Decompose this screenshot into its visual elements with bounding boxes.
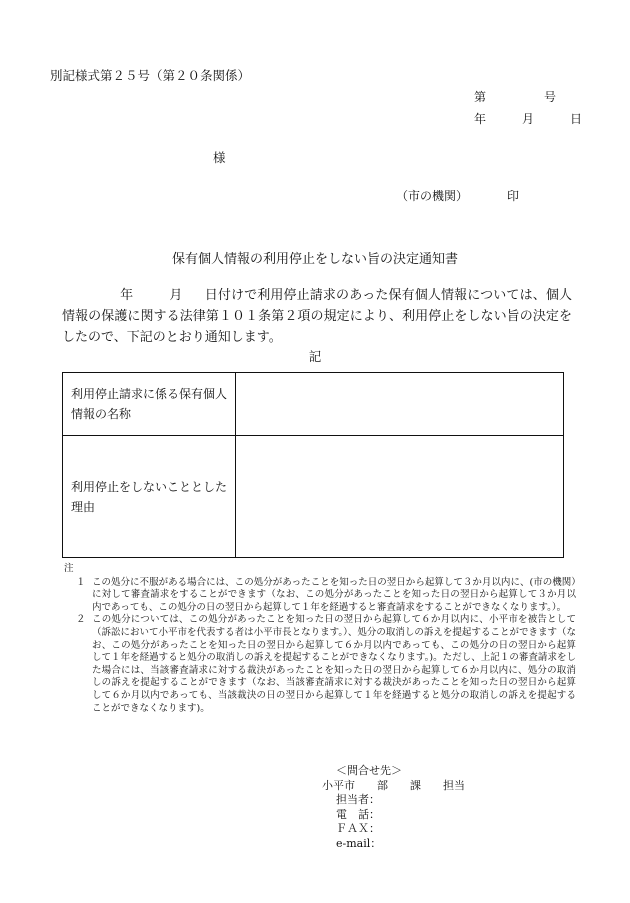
- date-day: 日: [570, 112, 583, 126]
- contact-phone: 電 話：: [336, 807, 380, 821]
- notes-section: [64, 563, 576, 715]
- date-month: 月: [522, 112, 535, 126]
- info-name-label: 利用停止請求に係る保有個人情報の名称: [63, 373, 236, 436]
- ki-heading: 記: [308, 349, 322, 364]
- reason-value: [236, 436, 564, 558]
- form-number: 別記様式第２５号（第２０条関係）: [50, 68, 251, 83]
- table-row: [63, 373, 564, 436]
- date-year: 年: [474, 112, 487, 126]
- body-text: 日付けで利用停止請求のあった保有個人情報については、個人情報の保護に関する法律第１０１条第２項の規定により、利用停止をしない旨の決定をしたので、下記のとおり通知します。: [62, 288, 572, 345]
- reason-label: 利用停止をしないこととした理由: [63, 436, 236, 558]
- detail-table: [62, 372, 564, 558]
- body-paragraph: [62, 285, 572, 348]
- document-number: [474, 88, 556, 105]
- document-date: [474, 110, 582, 127]
- body-year: 年: [120, 288, 134, 303]
- contact-fax: ＦＡＸ：: [336, 822, 380, 835]
- note-item: [64, 614, 576, 715]
- seal-mark: 印: [507, 189, 520, 203]
- contact-department: [322, 779, 465, 794]
- note-number: １: [76, 576, 86, 588]
- contact-block: [322, 764, 465, 851]
- doc-number-suffix: 号: [544, 90, 557, 104]
- note-item: [64, 577, 576, 615]
- contact-city: 小平市: [322, 778, 355, 792]
- contact-email: e-mail：: [336, 836, 382, 850]
- addressee-suffix: 様: [213, 150, 226, 165]
- contact-heading: ＜問合せ先＞: [336, 764, 402, 777]
- document-title: 保有個人情報の利用停止をしない旨の決定通知書: [171, 252, 458, 267]
- agency-name: （市の機関）: [396, 189, 469, 203]
- note-text: この処分に不服がある場合には、この処分があったことを知った日の翌日から起算して３か月以内に、(市の機関）に対して審査請求をすることができます（なお、この処分があったことを知った日の翌日から起算して３か月以内であっても、この処分の日の翌日から起算して１年を経過すると審査請求をすることができなくなります。）。: [92, 576, 576, 613]
- contact-dept: 部: [377, 778, 388, 792]
- note-text: この処分については、この処分があったことを知った日の翌日から起算して６か月以内に、小平市を被告として（訴訟において小平市を代表する者は小平市長となります。）、処分の取消しの訴えを提起することができます（なお、この処分があったことを知った日の翌日から起算して６か月以内であっても、この処分の日の翌日から起算して１年を経過すると処分の取消しの訴えを提起することができなくなります。)。ただし、上記１の審査請求をした場合には、当該審査請求に対する裁決があったことを知った日の翌日から起算して６か月以内に、処分の取消しの訴えを提起することができます（なお、当該審査請求に対する裁決があったことを知った日の翌日から起算して６か月以内であっても、当該裁決の日の翌日から起算して１年を経過すると処分の取消しの訴えを提起することができなくなります)。: [92, 614, 576, 714]
- table-row: [63, 436, 564, 558]
- contact-tanto: 担当: [443, 778, 465, 792]
- info-name-value: [236, 373, 564, 436]
- body-month: 月: [169, 288, 183, 303]
- note-number: ２: [76, 614, 86, 626]
- contact-person: 担当者：: [336, 793, 380, 806]
- notes-header: 注: [64, 563, 74, 574]
- contact-section: 課: [410, 778, 421, 792]
- doc-number-prefix: 第: [474, 90, 487, 104]
